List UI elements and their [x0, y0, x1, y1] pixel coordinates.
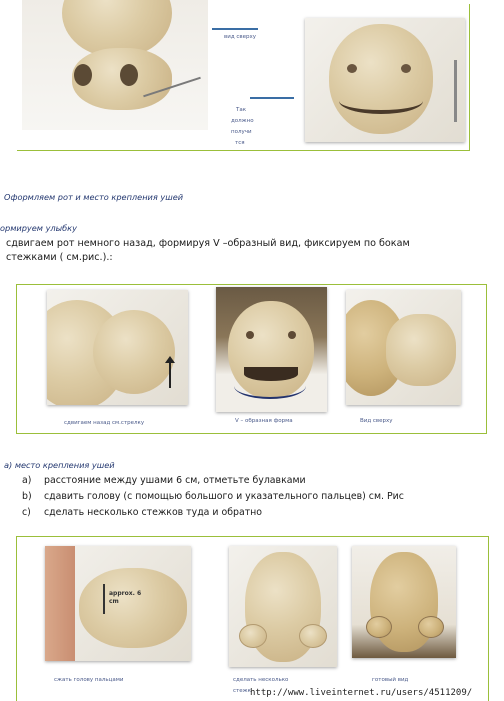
mouth-section-subheader: ормируем улыбку: [0, 223, 77, 233]
ears-item-b-text: сдавить голову (с помощью большого и указательного пальцев) см. Рис: [44, 491, 404, 502]
gray-marker-bar: [454, 60, 457, 122]
toy-eye-left: [246, 331, 254, 339]
toy-ear-right: [418, 616, 444, 638]
hand-shape: [45, 546, 75, 661]
ears-section-header: а) место крепления ушей: [4, 460, 115, 470]
toy-eye-right: [288, 331, 296, 339]
ears-photo-2: [229, 546, 337, 667]
curved-arrow-icon: [234, 373, 306, 399]
ears-photo-1: [45, 546, 191, 661]
ears-item-b: [22, 491, 404, 502]
ears-item-c-marker: c): [22, 507, 31, 518]
top-right-photo: [305, 18, 465, 142]
ears-caption-2-cut: стежк: [233, 688, 251, 694]
mouth-photo-2: [216, 287, 327, 412]
mouth-instruction-line1: сдвигаем рот немного назад, формируя V –образный вид, фиксируем по бокам: [6, 238, 410, 249]
toy-eye-right: [120, 64, 138, 86]
ears-item-c-text: сделать несколько стежков туда и обратно: [44, 507, 263, 518]
mouth-instruction-line2: стежками ( см.рис.).:: [6, 252, 113, 263]
toy-eye-left: [74, 64, 92, 86]
photo-label-approx-2: cm: [109, 598, 119, 605]
pointer-line-should-be: [250, 97, 294, 99]
ears-caption-1: сжать голову пальцами: [54, 677, 124, 683]
mouth-photo-1: [47, 290, 188, 405]
ears-item-c: [22, 507, 262, 518]
caption-should-be-3: получи: [231, 129, 252, 135]
photo-label-approx-1: approx. 6: [109, 590, 142, 597]
toy-muzzle-shape: [386, 314, 456, 386]
ears-item-b-marker: b): [22, 491, 32, 502]
pointer-line-top-view: [212, 28, 258, 30]
toy-mouth-shape: [339, 88, 423, 114]
toy-body-shape: [79, 568, 187, 648]
mouth-section-header: Оформляем рот и место крепления ушей: [4, 192, 184, 202]
ears-caption-2: сделать несколько: [233, 677, 289, 683]
ears-item-a: [22, 475, 306, 486]
watermark: http://www.liveinternet.ru/users/4511209/: [250, 688, 473, 698]
caption-should-be-1: Так: [236, 107, 247, 113]
mouth-photo-3: [346, 290, 461, 405]
toy-ear-left: [366, 616, 392, 638]
toy-ear-left: [239, 624, 267, 648]
toy-ear-right: [299, 624, 327, 648]
toy-head-shape: [329, 24, 433, 134]
caption-top-view: вид сверху: [224, 34, 257, 40]
mouth-caption-3: Вид сверху: [360, 418, 393, 424]
arrow-icon: [169, 360, 171, 388]
top-left-photo: [22, 0, 208, 130]
toy-head-shape: [93, 310, 175, 394]
mouth-caption-2: V – образная форма: [235, 418, 293, 424]
caption-should-be-4: тся: [235, 140, 245, 146]
toy-eye-right: [401, 64, 411, 73]
measure-line: [103, 584, 105, 614]
ears-item-a-marker: a): [22, 475, 32, 486]
mouth-caption-1: сдвигаем назад см.стрелку: [64, 420, 145, 426]
toy-eye-left: [347, 64, 357, 73]
arrow-head-icon: [165, 356, 175, 363]
caption-should-be-2: должно: [231, 118, 254, 124]
ears-caption-3: готовый вид: [372, 677, 409, 683]
ears-photo-3: [352, 546, 456, 658]
ears-item-a-text: расстояние между ушами 6 см, отметьте булавками: [44, 475, 306, 486]
